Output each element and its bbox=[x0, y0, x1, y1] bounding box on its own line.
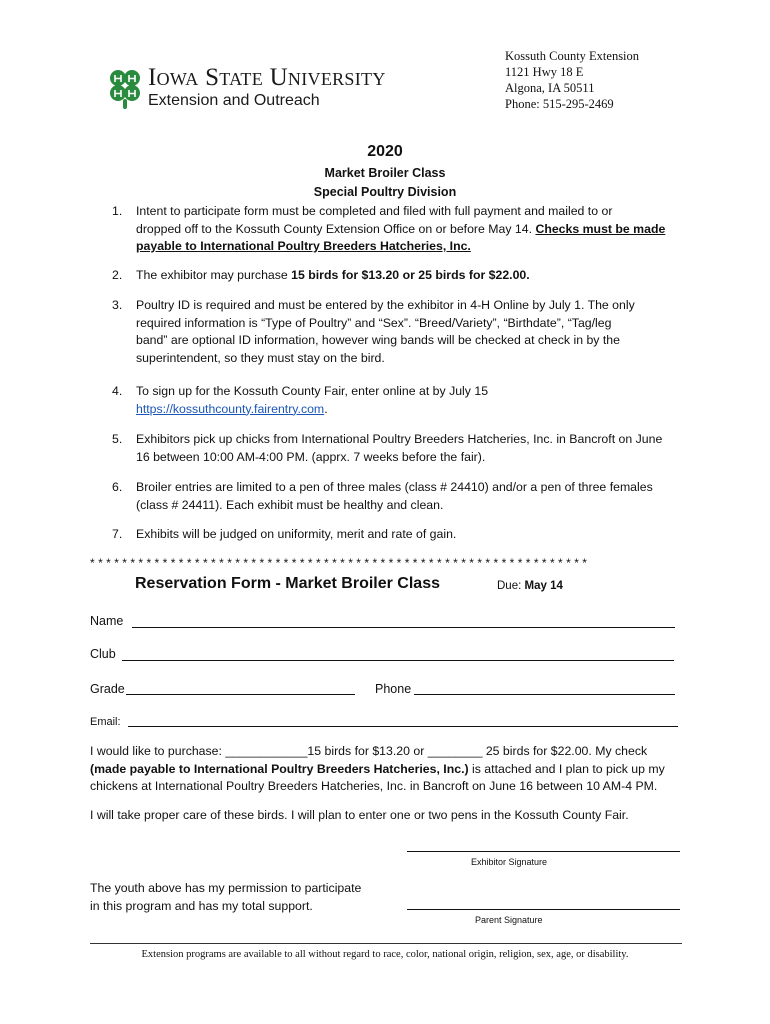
office-address bbox=[505, 48, 639, 112]
item-text: 16 between 10:00 AM-4:00 PM. (apprx. 7 weeks before the fair). bbox=[136, 449, 486, 464]
due-label: Due: bbox=[497, 580, 525, 592]
item-text: . bbox=[324, 401, 328, 416]
price-text: 15 birds for $13.20 or 25 birds for $22.00. bbox=[291, 268, 530, 282]
isu-logo bbox=[104, 64, 434, 112]
item-text: dropped off to the Kossuth County Extension Office on or before May 14. bbox=[136, 221, 536, 236]
name-label: Name bbox=[90, 614, 124, 628]
item-text: superintendent, so they must stay on the bird. bbox=[136, 350, 385, 365]
grade-field[interactable] bbox=[126, 694, 355, 695]
purchase-paragraph bbox=[90, 743, 665, 796]
checks-payable-note: Checks must be made bbox=[535, 221, 666, 236]
year-title: 2020 bbox=[367, 143, 403, 160]
logo-subtitle: Extension and Outreach bbox=[148, 92, 320, 109]
item-number: 6. bbox=[112, 480, 123, 494]
payable-note: (made payable to International Poultry Breeders Hatcheries, Inc.) bbox=[90, 761, 469, 776]
footer-divider bbox=[90, 943, 682, 944]
exhibitor-signature-line[interactable] bbox=[407, 851, 680, 852]
checks-payable-note: payable to International Poultry Breeders Hatcheries, Inc. bbox=[136, 239, 471, 253]
club-label: Club bbox=[90, 647, 116, 661]
parent-signature-line[interactable] bbox=[407, 909, 680, 910]
permission-text: The youth above has my permission to participate bbox=[90, 881, 362, 895]
purchase-text: chickens at International Poultry Breeders Hatcheries, Inc. in Bancroft on June 16 between 10 AM-4 PM. bbox=[90, 779, 658, 793]
item-number: 1. bbox=[112, 204, 123, 218]
address-line: Algona, IA 50511 bbox=[505, 81, 595, 95]
phone-label: Phone bbox=[375, 682, 412, 696]
due-value: May 14 bbox=[524, 580, 563, 592]
care-statement: I will take proper care of these birds. I will plan to enter one or two pens in the Kossuth County Fair. bbox=[90, 808, 629, 822]
item-number: 4. bbox=[112, 384, 123, 398]
class-title: Market Broiler Class bbox=[324, 166, 446, 180]
division-title: Special Poultry Division bbox=[313, 185, 457, 199]
permission-statement bbox=[90, 880, 361, 915]
logo-title: Iowa State University bbox=[148, 64, 386, 91]
star-separator: ************************************************************** bbox=[90, 556, 591, 570]
item-text: Exhibitors pick up chicks from International Poultry Breeders Hatcheries, Inc. in Bancroft on June bbox=[136, 432, 663, 446]
item-text: The exhibitor may purchase bbox=[136, 268, 292, 282]
item-text: (class # 24411). Each exhibit must be healthy and clean. bbox=[136, 497, 444, 512]
item-text: Intent to participate form must be completed and filed with full payment and mailed to or bbox=[136, 204, 613, 218]
item-number: 5. bbox=[112, 432, 123, 446]
four-h-clover-icon bbox=[104, 66, 146, 110]
address-line: Phone: 515-295-2469 bbox=[505, 97, 614, 111]
item-text: Broiler entries are limited to a pen of three males (class # 24410) and/or a pen of three females bbox=[136, 480, 653, 494]
email-label: Email: bbox=[90, 716, 121, 728]
item-text: Poultry ID is required and must be entered by the exhibitor in 4-H Online by July 1. The only bbox=[136, 298, 635, 312]
parent-signature-label: Parent Signature bbox=[475, 915, 543, 925]
footer-statement: Extension programs are available to all without regard to race, color, national origin, religion, sex, age, or disability. bbox=[141, 949, 629, 960]
purchase-text: is attached and I plan to pick up my bbox=[468, 761, 665, 776]
club-field[interactable] bbox=[122, 660, 674, 661]
item-text: To sign up for the Kossuth County Fair, enter online at by July 15 bbox=[136, 384, 489, 398]
item-text: required information is “Type of Poultry” and “Sex”. “Breed/Variety”, “Birthdate”, “Tag/leg bbox=[136, 315, 612, 330]
grade-label: Grade bbox=[90, 682, 125, 696]
due-date bbox=[497, 580, 563, 592]
name-field[interactable] bbox=[132, 627, 675, 628]
item-text: band” are optional ID information, however wing bands will be checked at check in by the bbox=[136, 333, 620, 347]
email-field[interactable] bbox=[128, 726, 678, 727]
item-number: 7. bbox=[112, 527, 123, 541]
purchase-text: I would like to purchase: ____________15 birds for $13.20 or ________ 25 birds for $22.00. My check bbox=[90, 744, 648, 758]
permission-text: in this program and has my total support. bbox=[90, 898, 313, 913]
address-line: Kossuth County Extension bbox=[505, 49, 640, 63]
item-number: 2. bbox=[112, 268, 123, 282]
form-title: Reservation Form - Market Broiler Class bbox=[135, 575, 440, 592]
fairentry-link[interactable]: https://kossuthcounty.fairentry.com bbox=[136, 401, 325, 416]
phone-field[interactable] bbox=[414, 694, 675, 695]
exhibitor-signature-label: Exhibitor Signature bbox=[471, 857, 548, 867]
item-number: 3. bbox=[112, 298, 123, 312]
item-text: Exhibits will be judged on uniformity, merit and rate of gain. bbox=[136, 527, 457, 541]
address-line: 1121 Hwy 18 E bbox=[505, 65, 584, 79]
